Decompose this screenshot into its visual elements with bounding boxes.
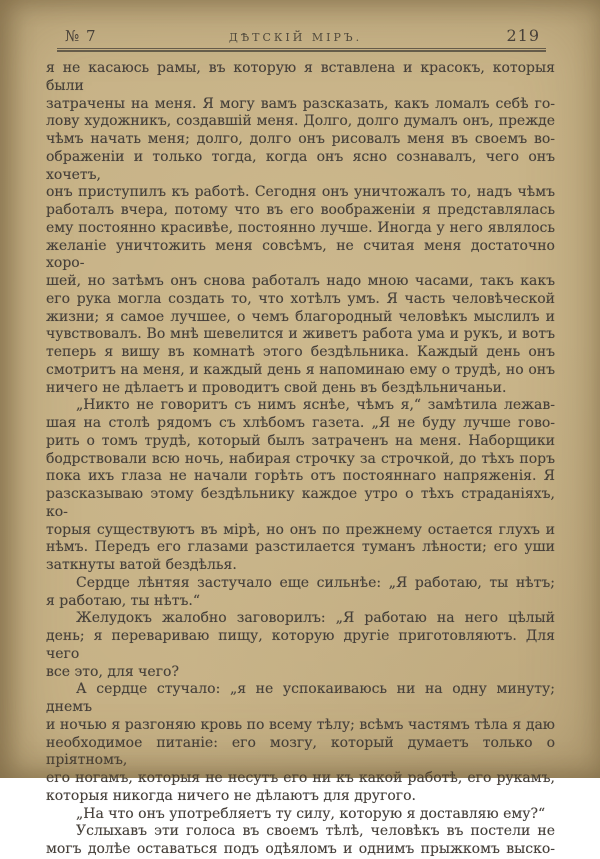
paragraph xyxy=(46,823,555,859)
text-line: онъ приступилъ къ работѣ. Сегодня онъ уничтожалъ то, надъ чѣмъ xyxy=(46,184,555,201)
text-line: заткнуты ватой бездѣлья. xyxy=(46,557,237,573)
text-line: ображеніи и только тогда, когда онъ ясно сознавалъ, чего онъ хочетъ, xyxy=(46,148,555,183)
text-line: шая на столѣ рядомъ съ хлѣбомъ газета. „Я не буду лучше гово- xyxy=(46,415,555,431)
text-line: „Никто не говоритъ съ нимъ яснѣе, чѣмъ я,“ замѣтила лежав- xyxy=(76,397,555,414)
text-line: его рука могла создать то, что хотѣлъ умъ. Я часть человѣческой xyxy=(46,290,555,307)
running-head xyxy=(57,26,546,52)
text-line: рить о томъ трудѣ, который былъ затраченъ на меня. Наборщики xyxy=(46,432,555,449)
text-line: шей, но затѣмъ онъ снова работалъ надо мною часами, такъ какъ xyxy=(46,273,555,289)
text-line: „На что онъ употребляетъ ту силу, которую я доставляю ему?“ xyxy=(76,805,546,822)
text-line: жизни; я самое лучшее, о чемъ благородный человѣкъ мыслилъ и xyxy=(46,308,555,325)
text-line: лову художникъ, создавшій меня. Долго, долго думалъ онъ, прежде xyxy=(46,113,555,130)
text-line: Желудокъ жалобно заговорилъ: „Я работаю на него цѣлый xyxy=(76,610,555,627)
text-line: работалъ вчера, потому что въ его воображеніи я представлялась xyxy=(46,202,555,218)
text-line: ничего не дѣлаетъ и проводитъ свой день въ бездѣльничаньи. xyxy=(46,379,507,396)
text-line: я не касаюсь рамы, въ которую я вставлена и красокъ, которыя были xyxy=(46,60,555,94)
running-head-row xyxy=(57,26,546,45)
issue-number: № 7 xyxy=(65,27,97,45)
journal-title: ДѢТСКІЙ МІРЪ. xyxy=(228,31,363,44)
text-line: день; я перевариваю пищу, которую другіе приготовляютъ. Для чего xyxy=(46,628,555,662)
text-line: которыя никогда ничего не дѣлаютъ для другого. xyxy=(46,787,417,804)
header-double-rule xyxy=(57,48,546,52)
text-line: смотритъ на меня, и каждый день я напоминаю ему о трудѣ, но онъ xyxy=(46,361,555,378)
text-line: чувствовалъ. Во мнѣ шевелится и живетъ работа ума и рукъ, и вотъ xyxy=(46,326,555,343)
text-line: могъ долѣе оставаться подъ одѣяломъ и однимъ прыжкомъ выско- xyxy=(46,841,555,857)
text-line: и ночью я разгоняю кровь по всему тѣлу; всѣмъ частямъ тѣла я даю xyxy=(46,716,555,733)
paragraph xyxy=(46,575,555,611)
text-line: желаніе уничтожить меня совсѣмъ, не считая меня достаточно хоро- xyxy=(46,237,555,272)
text-line: я работаю, ты нѣтъ.“ xyxy=(46,592,200,609)
text-line: пока ихъ глаза не начали горѣть отъ постояннаго напряженія. Я xyxy=(46,468,555,485)
text-line: Услыхавъ эти голоса въ своемъ тѣлѣ, человѣкъ въ постели не xyxy=(76,823,555,840)
text-line: разсказываю этому бездѣльнику каждое утро о тѣхъ страданіяхъ, ко- xyxy=(46,486,555,520)
paragraph xyxy=(46,397,555,575)
text-line: Сердце лѣнтяя застучало еще сильнѣе: „Я работаю, ты нѣтъ; xyxy=(76,574,555,591)
text-line: необходимое питаніе: его мозгу, который думаетъ только о пріятномъ, xyxy=(46,734,555,769)
text-line: чѣмъ начать меня; долго, долго онъ рисовалъ меня въ своемъ во- xyxy=(46,131,555,147)
paragraph xyxy=(46,60,555,397)
paragraph xyxy=(46,610,555,681)
text-line: его ногамъ, которыя не несутъ его ни къ какой работѣ, его рукамъ, xyxy=(46,770,555,786)
page-number: 219 xyxy=(506,26,540,45)
text-line: ему постоянно красивѣе, постоянно лучше. Иногда у него являлось xyxy=(46,219,555,236)
text-line: А сердце стучало: „я не успокаиваюсь ни на одну минуту; днемъ xyxy=(46,681,555,715)
page-body xyxy=(46,60,555,859)
text-line: все это, для чего? xyxy=(46,663,179,680)
text-line: затрачены на меня. Я могу вамъ разсказать, какъ ломалъ себѣ го- xyxy=(46,95,555,112)
paragraph xyxy=(46,806,555,824)
paragraph xyxy=(46,681,555,805)
text-line: нѣмъ. Передъ его глазами разстилается туманъ лѣности; его уши xyxy=(46,539,555,556)
text-line: торыя существуютъ въ мірѣ, но онъ по прежнему остается глухъ и xyxy=(46,521,555,538)
text-line: бодрствовали всю ночь, набирая строчку за строчкой, до тѣхъ поръ xyxy=(46,450,555,467)
text-line: теперь я вишу въ комнатѣ этого бездѣльника. Каждый день онъ xyxy=(46,344,555,360)
